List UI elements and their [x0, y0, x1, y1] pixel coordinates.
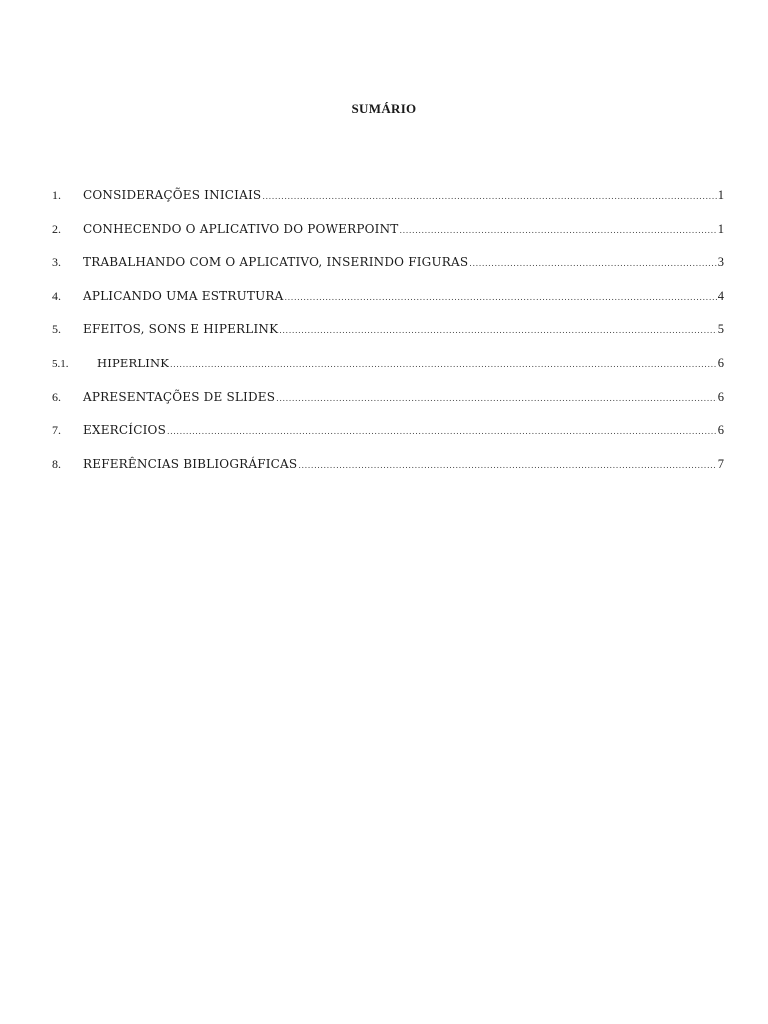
toc-entry[interactable]	[52, 255, 724, 289]
toc-entry[interactable]	[52, 457, 724, 491]
toc-entry-number: 5.1.	[52, 357, 69, 370]
toc-entry-label: TRABALHANDO COM O APLICATIVO, INSERINDO FIGURAS	[83, 255, 469, 270]
toc-entry-page: 1	[717, 221, 724, 236]
toc-subentry[interactable]	[52, 356, 724, 390]
toc-entry-label: APLICANDO UMA ESTRUTURA	[83, 288, 284, 303]
toc-dot-leader	[276, 395, 717, 403]
toc-entry-page: 3	[717, 255, 724, 270]
toc-entry[interactable]	[52, 390, 724, 424]
toc-entry-label: APRESENTAÇÕES DE SLIDES	[83, 389, 276, 404]
toc-entry-page: 5	[717, 322, 724, 337]
toc-entry-page: 7	[717, 456, 724, 471]
toc-entry-page: 1	[717, 188, 724, 202]
toc-dot-leader	[262, 193, 716, 201]
toc-entry-page: 4	[717, 288, 724, 303]
toc-dot-leader	[167, 428, 717, 436]
toc-entry-label: CONSIDERAÇÕES INICIAIS	[83, 188, 262, 202]
toc-entry-number: 2.	[52, 221, 61, 236]
toc-entry-number: 7.	[52, 423, 61, 438]
toc-entry-page: 6	[717, 423, 724, 438]
toc-entry-page: 6	[717, 355, 724, 370]
toc-entry-number: 8.	[52, 456, 61, 471]
toc-entry[interactable]	[52, 423, 724, 457]
toc-entry-number: 1.	[52, 188, 61, 202]
toc-dot-leader	[469, 260, 716, 268]
page-title: SUMÁRIO	[351, 101, 417, 116]
toc-entry-number: 4.	[52, 288, 61, 303]
toc-entry-label: EFEITOS, SONS E HIPERLINK	[83, 322, 279, 337]
toc-dot-leader	[285, 294, 717, 302]
toc-entry[interactable]	[52, 188, 724, 222]
toc-entry[interactable]	[52, 289, 724, 323]
toc-dot-leader	[279, 327, 716, 335]
toc-dot-leader	[170, 361, 717, 369]
toc-entry-label: HIPERLINK	[97, 355, 169, 370]
toc-dot-leader	[399, 227, 716, 235]
toc-entry[interactable]	[52, 222, 724, 256]
toc-entry-page: 6	[717, 389, 724, 404]
toc-entry[interactable]	[52, 322, 724, 356]
toc-dot-leader	[298, 462, 716, 470]
toc-entry-number: 3.	[52, 255, 61, 270]
toc-entry-label: EXERCÍCIOS	[83, 423, 166, 438]
table-of-contents	[52, 188, 724, 490]
toc-entry-number: 6.	[52, 389, 61, 404]
toc-entry-label: CONHECENDO O APLICATIVO DO POWERPOINT	[83, 221, 399, 236]
toc-entry-number: 5.	[52, 322, 61, 337]
toc-entry-label: REFERÊNCIAS BIBLIOGRÁFICAS	[83, 456, 298, 471]
